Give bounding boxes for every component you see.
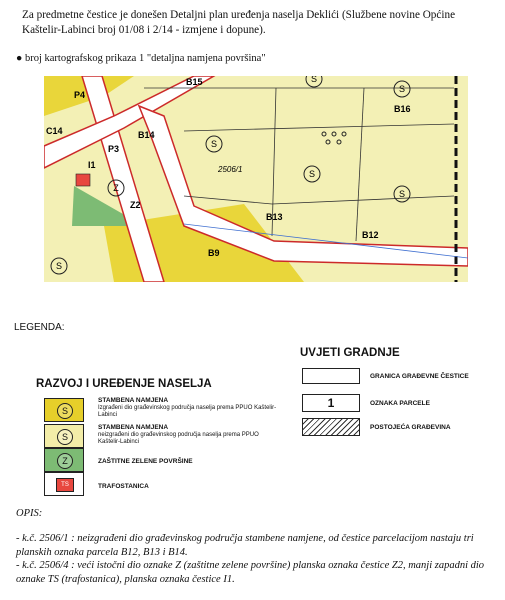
opis-paragraph-1: - k.č. 2506/1 : neizgrađeni dio građevinskog područja stambene namjene, od čestice parcelacijom nastaju tri planskih oznaka parcela B12, B13 i B14. <box>16 533 474 558</box>
opis-paragraph-2: - k.č. 2506/4 : veći istočni dio oznake Z (zaštitne zelene površine) planska oznaka čestice Z2, manji zapadni dio oznake TS (trafostanica), planska oznaka čestice I1. <box>16 560 485 585</box>
trafostanica-icon: TS <box>56 478 74 492</box>
uvjeti-item-parcel-label <box>370 400 430 408</box>
legend-item-trafostanica <box>98 483 149 491</box>
opis-title: OPIS: <box>16 508 43 519</box>
label-b16: B16 <box>394 104 411 114</box>
uvjeti-label: OZNAKA PARCELE <box>370 400 430 407</box>
label-b12: B12 <box>362 230 379 240</box>
label-b15: B15 <box>186 77 203 87</box>
intro-line-1: Za predmetne čestice je donešen Detaljni plan uređenja naselja Deklići (Službene novine Općine <box>22 9 456 21</box>
legend-item-unbuilt <box>98 424 278 446</box>
legend-item-green <box>98 458 193 466</box>
legend-item-text: neizgrađeni dio građevinskog područja naselja prema PPUO Kaštelir-Labinci <box>98 432 259 445</box>
swatch-trafostanica <box>44 472 84 496</box>
label-b9: B9 <box>208 248 220 258</box>
swatch-unbuilt-residential <box>44 424 84 448</box>
uvjeti-label: POSTOJEĆA GRAĐEVINA <box>370 424 451 431</box>
label-c14: C14 <box>46 126 63 136</box>
legend-item-bold: STAMBENA NAMJENA <box>98 397 169 404</box>
legend-item-bold: STAMBENA NAMJENA <box>98 424 169 431</box>
swatch-parcel-boundary <box>302 368 360 384</box>
trafostanica-block <box>76 174 90 186</box>
map-reference-text: broj kartografskog prikaza 1 "detaljna namjena površina" <box>24 53 266 64</box>
legend-title: LEGENDA: <box>14 322 65 333</box>
swatch-existing-building <box>302 418 360 436</box>
legend-item-built <box>98 397 278 419</box>
intro-text <box>22 8 492 37</box>
svg-text:S: S <box>210 139 218 149</box>
label-b13: B13 <box>266 212 283 222</box>
legend-item-bold: TRAFOSTANICA <box>98 483 149 490</box>
uvjeti-item-building <box>370 424 451 432</box>
symbol-s: S <box>57 429 73 445</box>
label-b14: B14 <box>138 130 155 140</box>
svg-text:S: S <box>55 261 63 271</box>
uvjeti-item-boundary <box>370 373 469 381</box>
map-reference <box>16 53 266 64</box>
intro-line-2: Kaštelir-Labinci broj 01/08 i 2/14 - izmjene i dopune). <box>22 23 266 36</box>
opis-text <box>16 532 494 586</box>
svg-text:S: S <box>308 169 316 179</box>
uvjeti-label: GRANICA GRAĐEVNE ČESTICE <box>370 373 469 380</box>
legend-item-bold: ZAŠTITNE ZELENE POVRŠINE <box>98 458 193 465</box>
bullet-icon: ● <box>16 53 23 64</box>
detail-plan-map <box>44 76 468 282</box>
symbol-z: Z <box>57 453 73 469</box>
svg-text:S: S <box>398 84 406 94</box>
label-p4: P4 <box>74 90 86 100</box>
label-parcel-2506-1: 2506/1 <box>218 165 243 174</box>
razvoj-title: RAZVOJ I UREĐENJE NASELJA <box>36 378 212 390</box>
label-z2: Z2 <box>130 200 141 210</box>
svg-text:Z: Z <box>113 183 119 193</box>
label-p3: P3 <box>108 144 120 154</box>
uvjeti-gradnje-title: UVJETI GRADNJE <box>300 347 400 359</box>
svg-text:S: S <box>398 189 406 199</box>
symbol-s: S <box>57 403 73 419</box>
swatch-green-areas <box>44 448 84 472</box>
parcel-number-box: 1 <box>302 394 360 412</box>
svg-text:S: S <box>310 76 318 84</box>
swatch-built-residential <box>44 398 84 422</box>
label-i1: I1 <box>88 160 96 170</box>
legend-item-text: Izgrađeni dio građevinskog područja naselja prema PPUO Kaštelir-Labinci <box>98 405 277 418</box>
